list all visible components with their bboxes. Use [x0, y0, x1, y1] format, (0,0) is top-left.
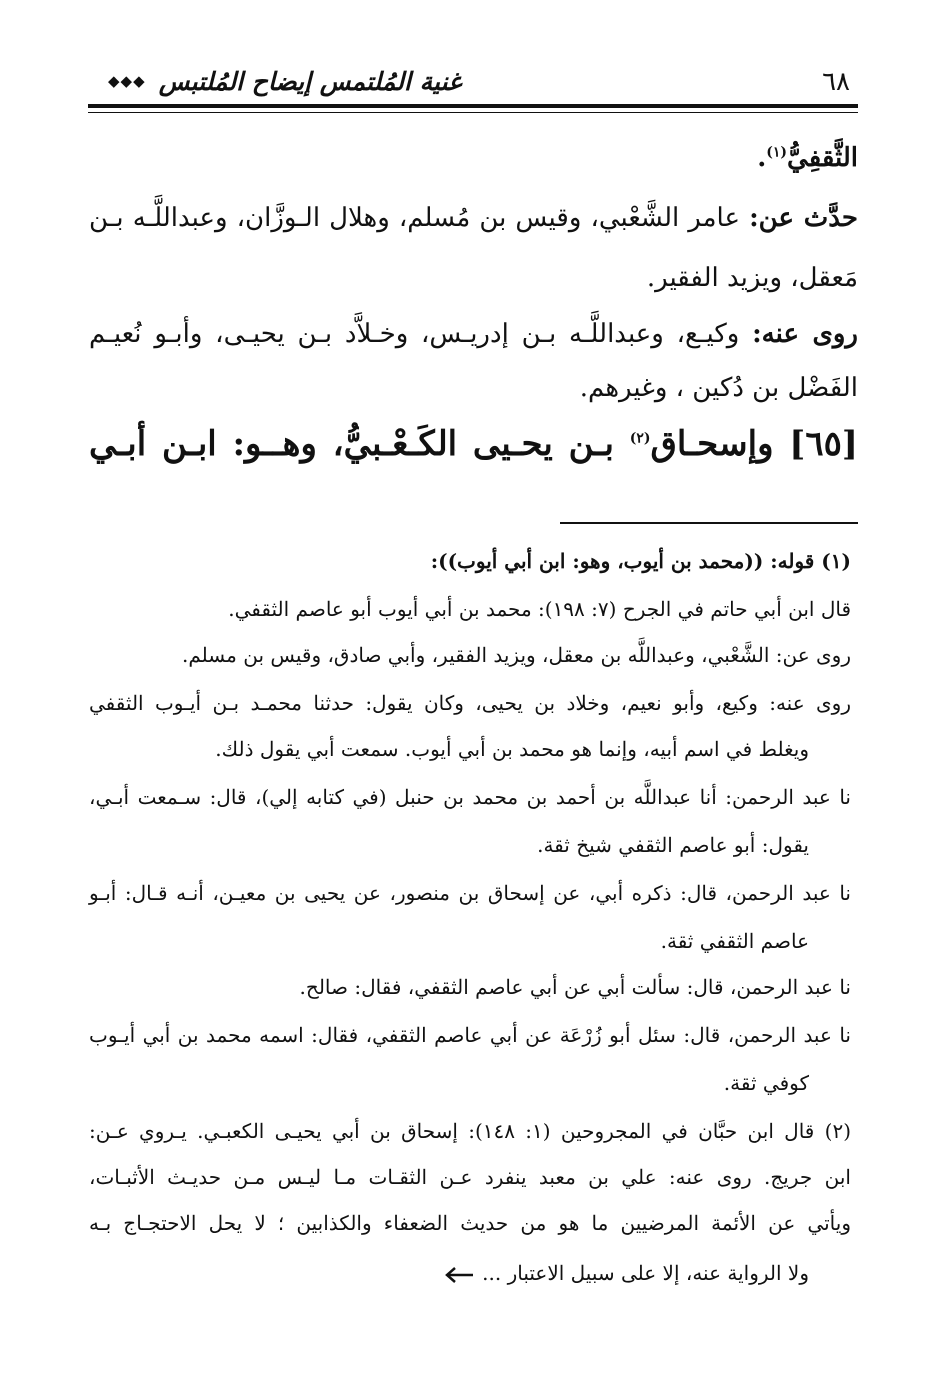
footnote-last-line: [444, 1254, 809, 1292]
footnote-line: ويأتي عن الأئمة المرضيين ما هو من حديث الضعفاء والكذابين ؛ لا يحل الاحتجـاج بـه: [89, 1211, 851, 1235]
footnote-line: نا عبد الرحمن: أنا عبداللَّه بن أحمد بن محمد بن حنبل (في كتابه إلي)، قال: سـمعت أبـي،: [89, 785, 851, 809]
entry-heading: [89, 416, 858, 472]
rawa-line-1: [89, 312, 858, 356]
footnote-line: ولا الرواية عنه، إلا على سبيل الاعتبار ...: [482, 1261, 809, 1285]
footnote-line: (٢) قال ابن حبَّان في المجروحين (١: ١٤٨): إسحاق بن أبي يحيـى الكعبـي. يـروي عـن:: [89, 1119, 851, 1143]
intro-period: .: [757, 143, 767, 173]
running-header-title: غنية المُلتمس إيضاح المُلتبس: [158, 67, 462, 96]
footnote-line: نا عبد الرحمن، قال: سئل أبو زُرْعَة عن أبي عاصم الثقفي، فقال: اسمه محمد بن أبي أيـوب: [89, 1023, 851, 1047]
rawa-text-1: وكيـع، وعبداللَّـه بـن إدريـس، وخـلاَّد بـن يحيـى، وأبـو نُعيـم: [89, 319, 740, 349]
page-number: ٦٨: [822, 67, 850, 97]
intro-word: الثَّقفِيُّ: [787, 143, 858, 173]
footnote-line: عاصم الثقفي ثقة.: [660, 929, 809, 953]
footnote-line: قال ابن أبي حاتم في الجرح (٧: ١٩٨): محمد بن أبي أيوب أبو عاصم الثقفي.: [228, 597, 851, 621]
footnote-ref-2: (٢): [629, 430, 651, 447]
footnote-line: نا عبد الرحمن، قال: ذكره أبي، عن إسحاق بن منصور، عن يحيى بن معيـن، أنـه قـال: أبـو: [89, 881, 851, 905]
rawa-label: روى عنه:: [752, 319, 858, 349]
hadatha-label: حدَّث عن:: [749, 203, 859, 233]
entry-name-part1: وإسحـاق: [650, 424, 774, 464]
footnote-ref-1: (١): [766, 144, 788, 161]
entry-number: [٦٥]: [789, 424, 858, 464]
intro-line: [757, 136, 858, 180]
footnote-line: ويغلط في اسم أبيه، وإنما هو محمد بن أبي أيوب. سمعت أبي يقول ذلك.: [215, 737, 809, 761]
header-rule-thick: [88, 104, 858, 108]
footnote-line: روى عن: الشَّعْبي، وعبداللَّه بن معقل، ويزيد الفقير، وأبي صادق، وقيس بن مسلم.: [182, 643, 851, 667]
arrow-left-icon: [444, 1267, 474, 1283]
footnote-line: كوفي ثقة.: [723, 1071, 809, 1095]
hadatha-line-1: [89, 196, 858, 240]
hadatha-text-1: عامر الشَّعْبي، وقيس بن مُسلم، وهلال الـوزَّان، وعبداللَّـه بـن: [89, 203, 740, 233]
footnote-separator: [560, 522, 858, 524]
rawa-line-2: الفَضْل بن دُكين ، وغيرهم.: [579, 373, 858, 403]
footnote-line: يقول: أبو عاصم الثقفي شيخ ثقة.: [537, 833, 809, 857]
footnote-line: ابن جريج. روى عنه: علي بن معبد ينفرد عـن الثقـات مـا ليـس مـن حديـث الأثبـات،: [89, 1165, 851, 1189]
footnote-line: روى عنه: وكيع، وأبو نعيم، وخلاد بن يحيى، وكان يقول: حدثنا محمـد بـن أيـوب الثقفي: [89, 691, 851, 715]
hadatha-line-2: مَعقل، ويزيد الفقير.: [646, 263, 858, 293]
header-ornament: ◆◆◆: [108, 72, 146, 90]
footnote-line: نا عبد الرحمن، قال: سألت أبي عن أبي عاصم الثقفي، فقال: صالح.: [299, 975, 851, 999]
entry-name-part2: بـن يحـيى الكَـعْـبيُّ، وهــو: ابـن أبـي: [89, 424, 614, 464]
header-rule-thin: [88, 112, 858, 113]
footnote-line: (١) قوله: ((محمد بن أيوب، وهو: ابن أبي أيوب)):: [430, 549, 851, 573]
